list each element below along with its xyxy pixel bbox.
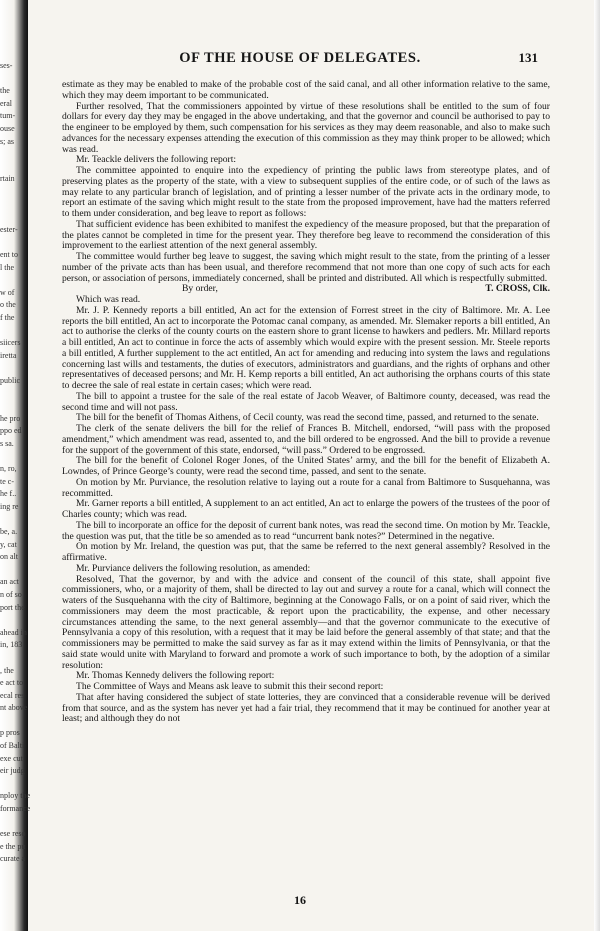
gutter-fragment: ses- bbox=[0, 61, 13, 70]
gutter-fragment: he pro bbox=[0, 413, 21, 423]
gutter-fragment bbox=[0, 161, 26, 174]
gutter-fragment: w of bbox=[0, 287, 15, 297]
gutter-fragment: nt above bbox=[0, 703, 28, 713]
gutter-fragment: f the bbox=[0, 312, 15, 322]
gutter-fragment: he f.. bbox=[0, 489, 17, 499]
gutter-fragment: public bbox=[0, 375, 20, 385]
gutter-fragment: the bbox=[0, 86, 10, 96]
gutter-fragment: ent to bbox=[0, 249, 18, 259]
gutter-fragment: y, cat bbox=[0, 539, 17, 549]
paragraph: Mr. J. P. Kennedy reports a bill entitled, An act for the extension of Forrest street in the city of Baltimore. Mr. A. Lee reports the bill entitled, An act to incorporate the Potomac canal company, as amended. Mr. Slemaker reports a bill entitled, An act to authorise the clerks of the county courts on the eastern shore to grant license to hawkers and pedlers. Mr. Millard reports a bill entitled, An act to continue in force the acts of assembly which would expire with the present session. Mr. Steele reports a bill entitled, A further supplement to the act entitled, An act for amending and reducing into system the laws and regulations concerning last wills and testaments, the duties of executors, administrators and guardians, and the rights of orphans and other representatives of deceased persons; and Mr. H. Kemp reports a bill entitled, An act authorising the orphans courts of this state to decree the sale of real estate in certain cases; which were read. bbox=[62, 304, 550, 391]
gutter-fragment: s sa. bbox=[0, 438, 14, 448]
paragraph: On motion by Mr. Purviance, the resolution relative to laying out a route for a canal from Baltimore to Susquehanna, was recommitted. bbox=[62, 476, 550, 499]
paragraph: Mr. Garner reports a bill entitled, A supplement to an act entitled, An act to enlarge the powers of the trustees of the poor of Charles county; which was read. bbox=[62, 498, 550, 520]
paragraph: That sufficient evidence has been exhibited to manifest the expediency of the measure proposed, but that the preparation of the plates cannot be completed in time for the present year. They therefore beg leave to recommend the consideration of this improvement to the earliest attention of the next general assembly. bbox=[62, 218, 550, 252]
gutter-fragment bbox=[0, 513, 26, 526]
signature-mark: 16 bbox=[294, 893, 306, 907]
paragraph: The bill to appoint a trustee for the sale of the real estate of Jacob Weaver, of Baltimore county, deceased, was read the second time and will not pass. bbox=[62, 390, 550, 413]
paragraph: That after having considered the subject of state lotteries, they are convinced that a considerable revenue will be derived from that source, and as the system has never yet had a fair trial, they recommend that it may be continued for another year at least; and although they do not bbox=[62, 691, 550, 725]
gutter-fragment bbox=[0, 362, 26, 375]
gutter-fragment bbox=[0, 274, 26, 287]
paragraph: On motion by Mr. Ireland, the question was put, that the same be referred to the next general assembly? Resolved in the affirmative. bbox=[62, 541, 550, 563]
scan-edge bbox=[594, 0, 600, 931]
paragraph: Which was read. bbox=[76, 294, 141, 305]
gutter-fragment: l the bbox=[0, 262, 14, 272]
gutter-fragment: formance bbox=[0, 804, 31, 814]
gutter-fragment: ester- bbox=[0, 224, 18, 234]
text-column bbox=[62, 80, 550, 725]
gutter-fragment: ese reso bbox=[0, 829, 26, 839]
running-head: OF THE HOUSE OF DELEGATES. bbox=[179, 50, 421, 66]
gutter-fragment bbox=[0, 778, 26, 791]
gutter-fragment: p pros bbox=[0, 728, 20, 738]
paragraph: Resolved, That the governor, by and with the advice and consent of the council of this state, shall appoint five commissioners, who, or a majority of them, shall be directed to lay out and survey a route for a canal, which will connect the waters of the Susquehanna with the city of Baltimore, beginning at the Conowago Falls, or on a point of said river, which the commissioners may deem the most practicable, & report upon the practicability, the expense, and other necessary circumstances attending the same, to the next general assembly—and that the governor communicate to the executive of Pennsylvania a copy of this resolution, with a request that it may be laid before the general assembly of that state; and that the commissioners may be permitted to make the said survey as far as it may extend within the limits of Pennsylvania, or that the said state would unite with Maryland to forward and promote a work of such importance to both, by the adoption of a similar resolution: bbox=[62, 573, 550, 671]
gutter-fragment: of Balti bbox=[0, 741, 25, 751]
gutter-fragment: in, 183 bbox=[0, 640, 23, 650]
gutter-fragment: ing re bbox=[0, 501, 19, 511]
gutter-fragment bbox=[0, 816, 26, 829]
gutter-fragment bbox=[0, 236, 26, 249]
paragraph: The committee would further beg leave to suggest, the saving which might result to the state, from the printing of a lesser number of the private acts than has been usual, and therefore recommend that not more than one copy of such acts for each person, or association of persons, immediately concerned, shall be printed and distributed. All which is respectfully submitted. bbox=[62, 251, 550, 284]
paragraph: The committee appointed to enquire into the expediency of printing the public laws from stereotype plates, and of preserving plates as the property of the state, with a view to subsequent supplies of the entire code, or of such of the laws as may relate to any particular branch of legislation, and of printing a lesser number of the private acts in the ordinary mode, to report an estimate of the saving which might result to the state from the proposed improvement, have had the matters referred to them under consideration, and beg leave to report as follows: bbox=[62, 165, 550, 219]
gutter-fragment: e the pu bbox=[0, 841, 26, 851]
paragraph: Mr. Purviance delivers the following resolution, as amended: bbox=[76, 562, 311, 574]
gutter-fragment: n of so bbox=[0, 589, 22, 599]
facing-page-text-fragments bbox=[0, 60, 31, 866]
paragraph: The bill to incorporate an office for the deposit of current bank notes, was read the second time. On motion by Mr. Teackle, the question was put, that the title be so amended as to read “uncurrent bank notes?” Determined in the negative. bbox=[62, 519, 550, 542]
gutter-fragment: ouse bbox=[0, 123, 15, 133]
by-order-label: By order, bbox=[182, 283, 218, 295]
gutter-fragment: s; as bbox=[0, 136, 14, 146]
paragraph: Mr. Thomas Kennedy delivers the following report: bbox=[76, 670, 275, 682]
gutter-fragment: tum- bbox=[0, 111, 16, 121]
gutter-fragment: o the bbox=[0, 300, 16, 310]
gutter-fragment: rtain bbox=[0, 174, 15, 184]
page-number: 131 bbox=[518, 50, 538, 65]
gutter-fragment: n, ro, bbox=[0, 464, 17, 473]
gutter-fragment bbox=[0, 564, 26, 577]
gutter-fragment: e act to bbox=[0, 678, 24, 688]
gutter-fragment bbox=[0, 73, 26, 86]
gutter-fragment: ecal res bbox=[0, 690, 25, 700]
gutter-fragment bbox=[0, 715, 26, 728]
paragraph: Mr. Teackle delivers the following report: bbox=[76, 154, 237, 166]
clerk-name: T. CROSS, Clk. bbox=[485, 283, 550, 295]
facing-page-gutter bbox=[0, 0, 31, 931]
gutter-fragment: be, a. bbox=[0, 526, 18, 536]
gutter-fragment: siicers bbox=[0, 338, 21, 348]
gutter-fragment: , the bbox=[0, 665, 14, 675]
gutter-fragment: ppo ed bbox=[0, 426, 22, 436]
gutter-fragment: iretta bbox=[0, 350, 17, 360]
gutter-fragment bbox=[0, 614, 26, 627]
gutter-fragment: curate a bbox=[0, 854, 26, 864]
gutter-fragment: nploy the bbox=[0, 791, 30, 801]
gutter-fragment: ahead in bbox=[0, 627, 27, 637]
gutter-fragment bbox=[0, 400, 26, 413]
gutter-fragment: eral bbox=[0, 98, 12, 108]
gutter-fragment bbox=[0, 186, 26, 199]
paragraph: Further resolved, That the commissioners appointed by virtue of these resolutions shall be entitled to the sum of four dollars for every day they may be engaged in the above undertaking, and that the governor and council be authorised to pay to the engineer to be employed by them, such compensation for his services as they may deem reasonable, and also to make such advances for the necessary expenses attending the execution of this commission as they may think proper to be allowed; which was read. bbox=[62, 100, 550, 155]
gutter-fragment: port the bbox=[0, 602, 25, 612]
paragraph: The bill for the benefit of Colonel Roger Jones, of the United States’ army, and the bill for the benefit of Elizabeth A. Lowndes, of Prince George’s county, were read the second time, passed, and sent to the senate. bbox=[62, 455, 550, 477]
paragraph: The bill for the benefit of Thomas Aithens, of Cecil county, was read the second time, passed, and returned to the senate. bbox=[76, 412, 539, 424]
gutter-fragment: te c- bbox=[0, 476, 14, 486]
gutter-fragment bbox=[0, 324, 26, 337]
paragraph: The clerk of the senate delivers the bill for the relief of Frances B. Mitchell, endorsed, “will pass with the proposed amendment,” which amendment was read, assented to, and the bill ordered to be engrossed. And the bill to provide a revenue for the support of the government of this state, endorsed, “will pass.” Ordered to be engrossed. bbox=[62, 423, 550, 456]
gutter-fragment bbox=[0, 199, 26, 212]
gutter-fragment: eir judg bbox=[0, 766, 25, 776]
gutter-fragment bbox=[0, 387, 26, 400]
gutter-fragment bbox=[0, 450, 26, 463]
paragraph: The Committee of Ways and Means ask leave to submit this their second report: bbox=[76, 681, 384, 692]
gutter-fragment bbox=[0, 652, 26, 665]
gutter-fragment bbox=[0, 211, 26, 224]
gutter-fragment: on alt bbox=[0, 552, 18, 562]
gutter-fragment: exe cut bbox=[0, 753, 23, 763]
paragraph: estimate as they may be enabled to make of the probable cost of the said canal, and all other information relative to the same, which they may deem important to be communicated. bbox=[62, 79, 550, 101]
gutter-fragment: an act bbox=[0, 577, 19, 587]
gutter-fragment bbox=[0, 148, 26, 161]
